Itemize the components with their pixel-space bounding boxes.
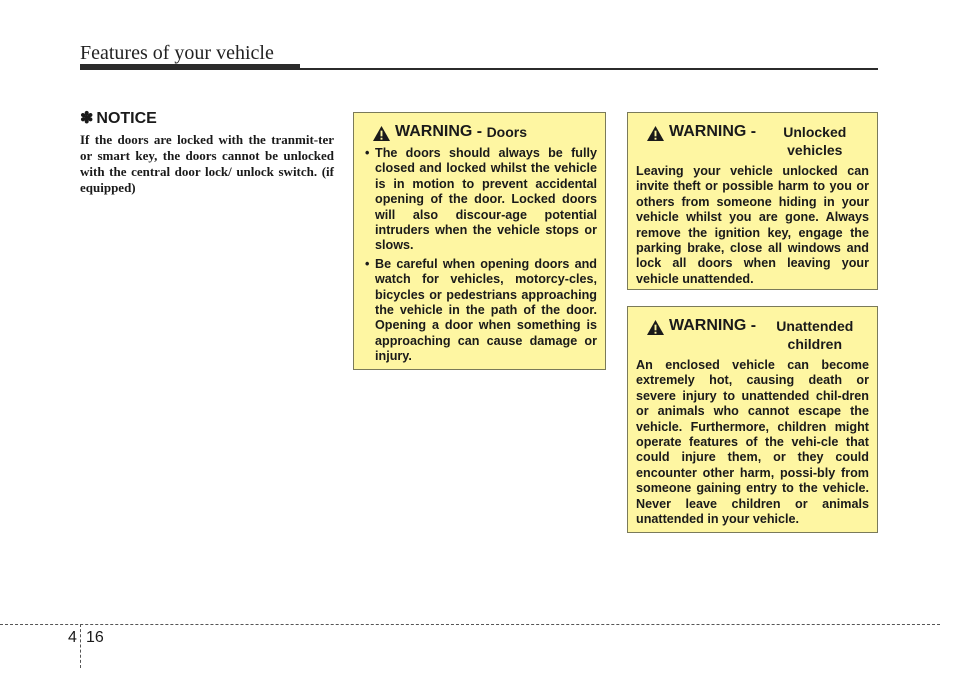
warning-triangle-icon: [646, 125, 665, 142]
warning-word: WARNING -: [669, 317, 757, 334]
warning-subject: Unlocked vehicles: [783, 124, 847, 158]
warning-box-unlocked-vehicles: [627, 112, 878, 290]
warning-word: WARNING -: [669, 123, 757, 140]
warning-triangle-icon: [372, 125, 391, 142]
warning-bullet: • The doors should always be fully closed and locked whilst the vehicle is in motion to prevent accidental opening of the door. Locked doors will also discour-age potential intruders when the vehicle stops or slows.: [362, 146, 597, 254]
warning-box-doors: [353, 112, 606, 370]
notice-mark-icon: ✽: [80, 110, 94, 127]
warning-subject-wrap: [761, 318, 869, 354]
warning-word: WARNING -: [395, 123, 483, 140]
page-number: 16: [86, 629, 104, 646]
warning-header: [636, 317, 869, 354]
warning-header: [362, 123, 597, 142]
notice-body: If the doors are locked with the tranmit-ter or smart key, the doors cannot be unlocked with the central door lock/ unlock switch. (if equipped): [80, 132, 334, 195]
warning-subject: Doors: [486, 124, 528, 140]
warning-header: [636, 123, 869, 160]
header-rule-thin: [80, 68, 878, 70]
warning-triangle-icon: [646, 319, 665, 336]
warning-body: Leaving your vehicle unlocked can invite theft or possible harm to you or others from someone hiding in your vehicle whilst you are gone. Always remove the ignition key, engage the parking brake, close all windows and lock all doors when leaving your vehicle unattended.: [636, 164, 869, 286]
warning-body: An enclosed vehicle can become extremely hot, causing death or severe injury to unattended chil-dren or animals who cannot escape the vehicle. Furthermore, children might operate features of the vehi-cle that could injure them, or they could encounter other harm, possi-bly from someone gaining entry to the vehicle. Never leave children or animals unattended in your vehicle.: [636, 358, 869, 527]
footer-rule: [0, 624, 940, 625]
footer-divider: [80, 624, 81, 668]
notice-heading-text: NOTICE: [96, 110, 157, 127]
warning-bullet: • Be careful when opening doors and watch for vehicles, motorcy-cles, bicycles or pedestrians approaching the vehicle in the path of the door. Opening a door when something is approaching can cause damage or injury.: [362, 257, 597, 365]
warning-box-unattended-children: [627, 306, 878, 533]
notice-section: [80, 108, 334, 196]
notice-heading: [80, 108, 334, 128]
warning-bullet-list: [362, 146, 597, 365]
warning-subject-wrap: [761, 124, 869, 160]
warning-subject: Unattended children: [776, 318, 854, 352]
page-section-number: 4: [68, 629, 77, 646]
page-header-title: Features of your vehicle: [80, 42, 274, 64]
